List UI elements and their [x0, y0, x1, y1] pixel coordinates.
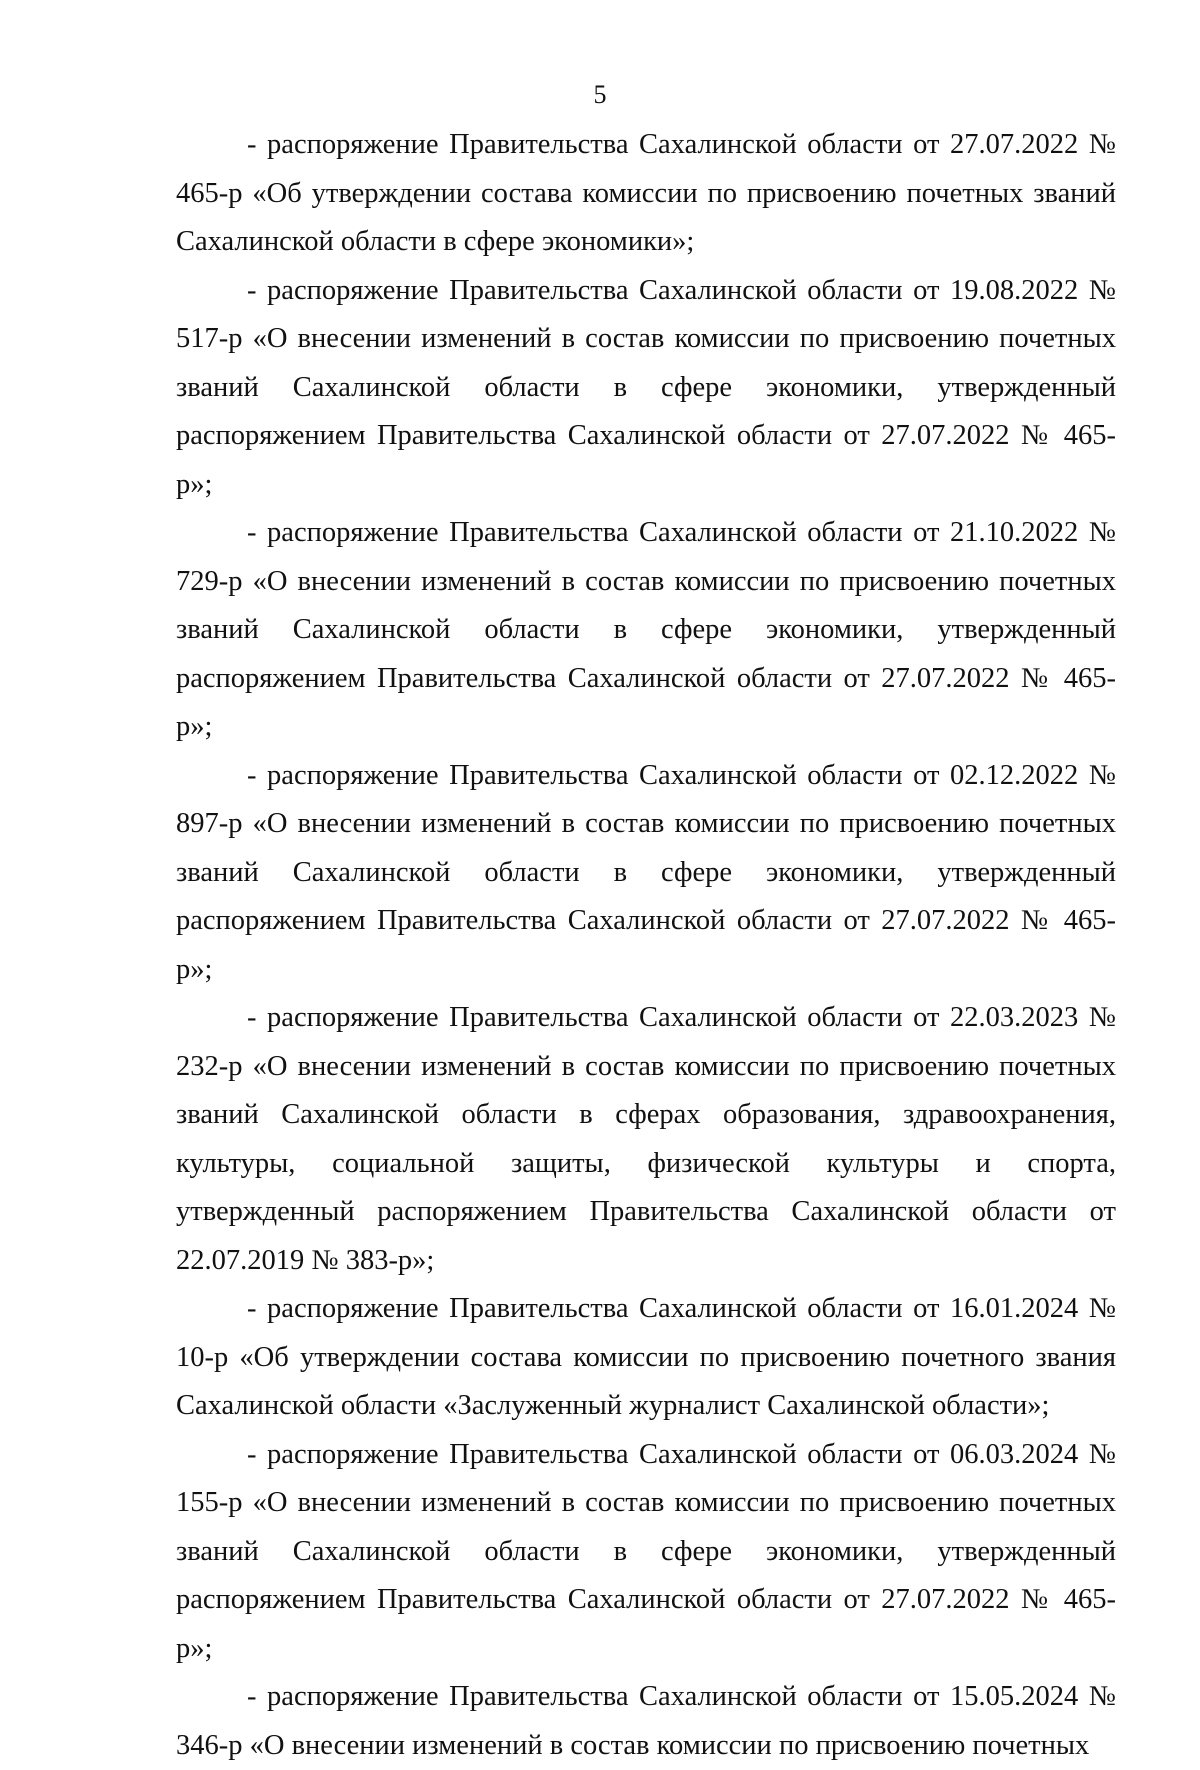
list-item: - распоряжение Правительства Сахалинской области от 16.01.2024 № 10-р «Об утверждении состава комиссии по присвоению почетного звания Сахалинской области «Заслуженный журналист Сахалинской области»;: [176, 1293, 1116, 1421]
list-item: - распоряжение Правительства Сахалинской области от 22.03.2023 № 232-р «О внесении изменений в состав комиссии по присвоению почетных званий Сахалинской области в сферах образования, здравоохранения, культуры, социальной защиты, физической культуры и спорта, утвержденный распоряжением Правительства Сахалинской области от 22.07.2019 № 383-р»;: [176, 1002, 1116, 1276]
list-item: - распоряжение Правительства Сахалинской области от 06.03.2024 № 155-р «О внесении изменений в состав комиссии по присвоению почетных званий Сахалинской области в сфере экономики, утвержденный распоряжением Правительства Сахалинской области от 27.07.2022 № 465-р»;: [176, 1438, 1116, 1664]
list-item: - распоряжение Правительства Сахалинской области от 02.12.2022 № 897-р «О внесении изменений в состав комиссии по присвоению почетных званий Сахалинской области в сфере экономики, утвержденный распоряжением Правительства Сахалинской области от 27.07.2022 № 465-р»;: [176, 759, 1116, 985]
page-number: 5: [593, 80, 607, 109]
list-item: - распоряжение Правительства Сахалинской области от 27.07.2022 № 465-р «Об утверждении состава комиссии по присвоению почетных званий Сахалинской области в сфере экономики»;: [176, 129, 1116, 257]
document-body: [176, 121, 1116, 1770]
list-item: - распоряжение Правительства Сахалинской области от 19.08.2022 № 517-р «О внесении изменений в состав комиссии по присвоению почетных званий Сахалинской области в сфере экономики, утвержденный распоряжением Правительства Сахалинской области от 27.07.2022 № 465-р»;: [176, 274, 1116, 500]
list-item: - распоряжение Правительства Сахалинской области от 15.05.2024 № 346-р «О внесении изменений в состав комиссии по присвоению почетных: [176, 1681, 1116, 1761]
list-item: - распоряжение Правительства Сахалинской области от 21.10.2022 № 729-р «О внесении изменений в состав комиссии по присвоению почетных званий Сахалинской области в сфере экономики, утвержденный распоряжением Правительства Сахалинской области от 27.07.2022 № 465-р»;: [176, 517, 1116, 742]
